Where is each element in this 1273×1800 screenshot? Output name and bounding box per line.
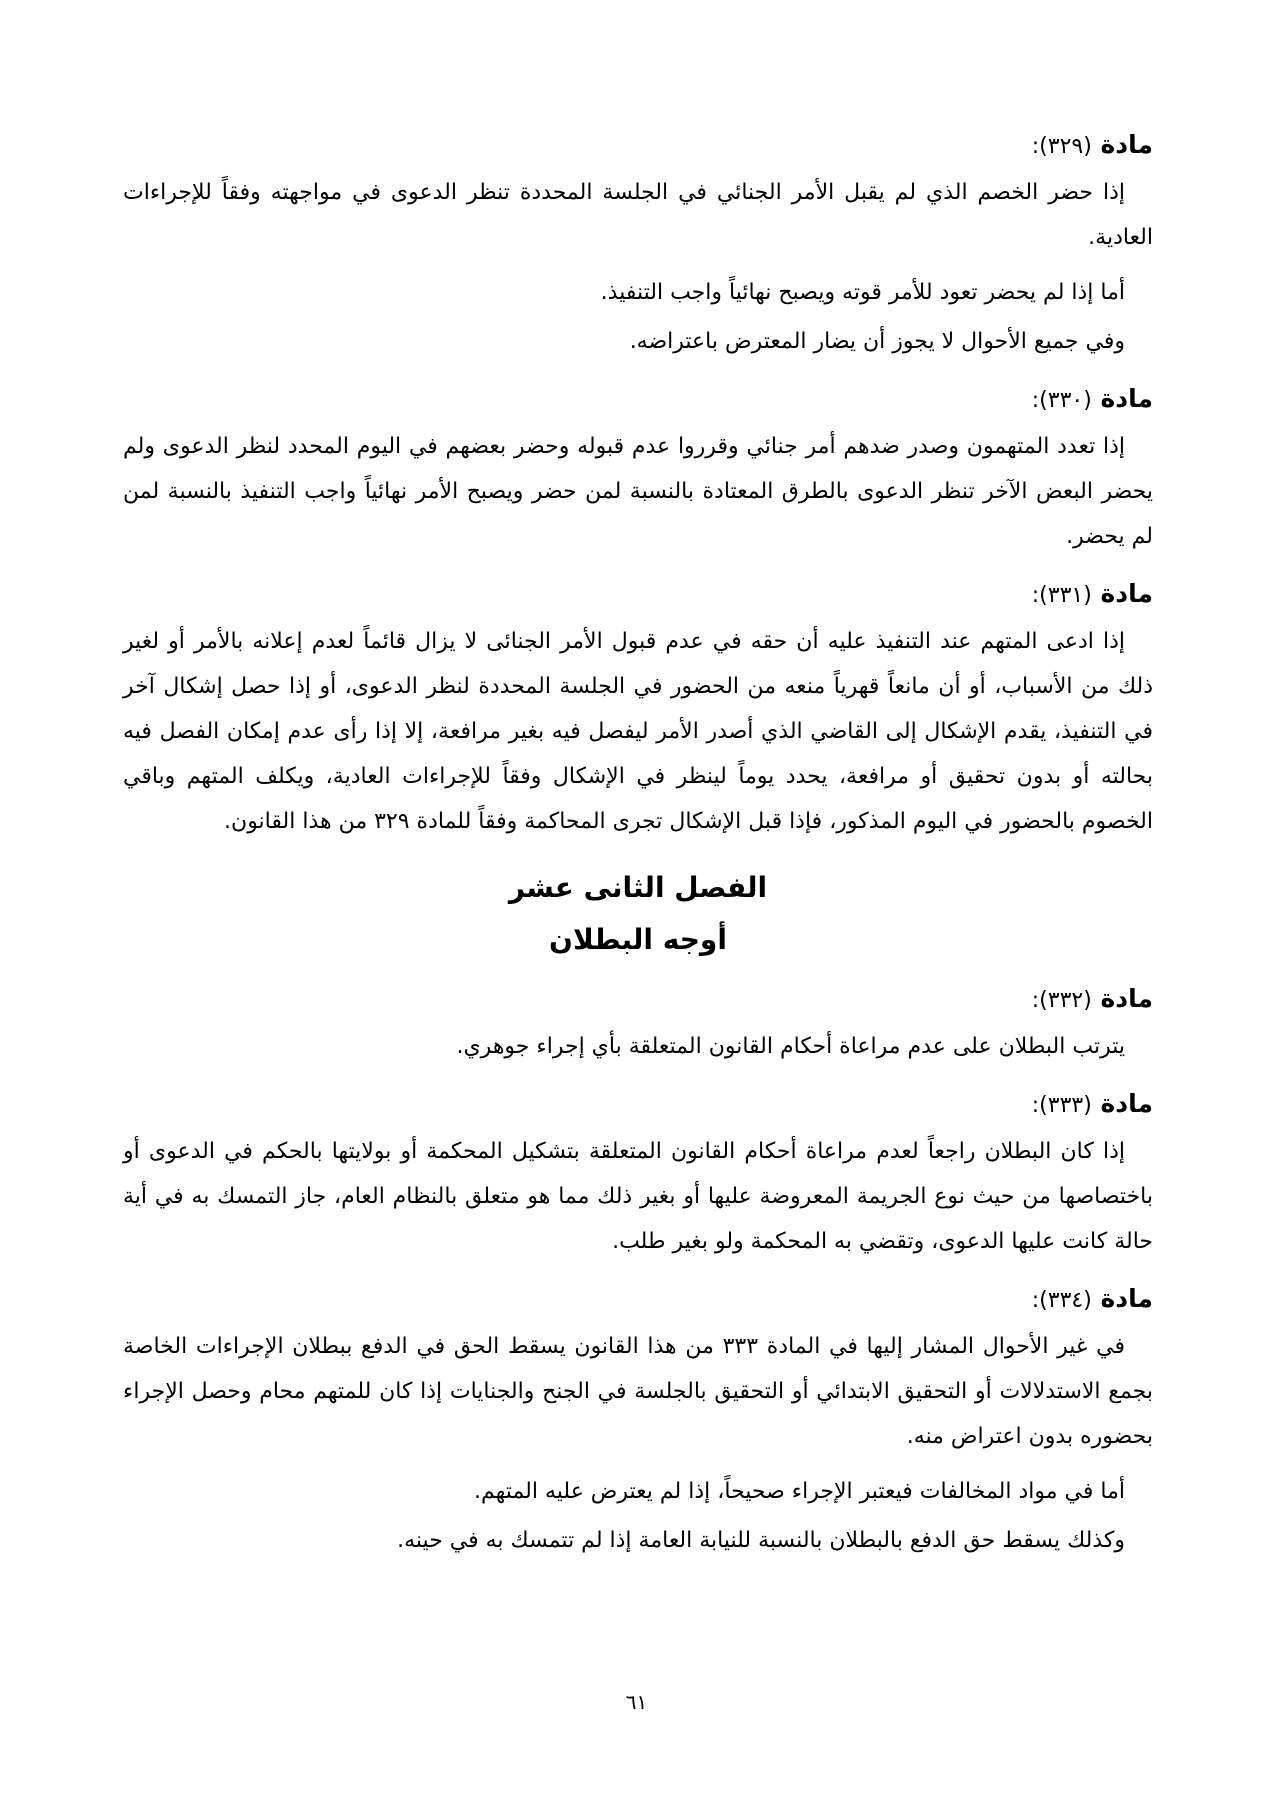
article-paragraph: إذا ادعى المتهم عند التنفيذ عليه أن حقه في عدم قبول الأمر الجنائى لا يزال قائماً لعدم إعلانه بالأمر أو لغير ذلك من الأسباب، أو أن مانعاً قهرياً منعه من الحضور في الجلسة المحددة لنظر الدعوى، أو إذا حصل إشكال آخر في التنفيذ، يقدم الإشكال إلى القاضي الذي أصدر الأمر ليفصل فيه بغير مرافعة، إلا إذا رأى عدم إمكان الفصل فيه بحالته أو بدون تحقيق أو مرافعة، يحدد يوماً لينظر في الإشكال وفقاً للإجراءات العادية، ويكلف المتهم وباقي الخصوم بالحضور في اليوم المذكور، فإذا قبل الإشكال تجرى المحاكمة وفقاً للمادة ٣٢٩ من هذا القانون. (123, 629, 1153, 834)
article-number: (٣٣٤): (1031, 1288, 1092, 1313)
article-number: (٣٣٣): (1031, 1093, 1092, 1118)
article-heading (123, 1087, 1153, 1123)
article-heading (123, 577, 1153, 613)
chapter-heading (123, 862, 1153, 966)
article-paragraph: أما في مواد المخالفات فيعتبر الإجراء صحيحاً، إذا لم يعترض عليه المتهم. (474, 1479, 1125, 1504)
article-heading (123, 382, 1153, 418)
article-332 (123, 982, 1153, 1069)
article-heading (123, 128, 1153, 164)
article-paragraph: إذا تعدد المتهمون وصدر ضدهم أمر جنائي وقرروا عدم قبوله وحضر بعضهم في اليوم المحدد لنظر الدعوى ولم يحضر البعض الآخر تنظر الدعوى بالطرق المعتادة بالنسبة لمن حضر ويصبح الأمر نهائياً واجب التنفيذ بالنسبة لمن لم يحضر. (123, 434, 1153, 549)
article-label: مادة (1100, 984, 1153, 1013)
article-label: مادة (1100, 579, 1153, 608)
article-label: مادة (1100, 1089, 1153, 1118)
article-paragraph: إذا حضر الخصم الذي لم يقبل الأمر الجنائي في الجلسة المحددة تنظر الدعوى في مواجهته وفقاً للإجراءات العادية. (123, 180, 1153, 250)
article-paragraph: إذا كان البطلان راجعاً لعدم مراعاة أحكام القانون المتعلقة بتشكيل المحكمة أو بولايتها بالحكم في الدعوى أو باختصاصها من حيث نوع الجريمة المعروضة عليها أو بغير ذلك مما هو متعلق بالنظام العام، جاز التمسك به في أية حالة كانت عليها الدعوى، وتقضي به المحكمة ولو بغير طلب. (123, 1139, 1153, 1254)
chapter-subtitle: أوجه البطلان (549, 923, 727, 956)
document-page (123, 128, 1153, 1581)
article-333 (123, 1087, 1153, 1264)
article-number: (٣٣٢): (1031, 988, 1092, 1013)
article-paragraph: أما إذا لم يحضر تعود للأمر قوته ويصبح نهائياً واجب التنفيذ. (600, 280, 1125, 305)
article-331 (123, 577, 1153, 844)
article-number: (٣٣١): (1031, 583, 1092, 608)
article-heading (123, 982, 1153, 1018)
article-label: مادة (1100, 130, 1153, 159)
article-label: مادة (1100, 1284, 1153, 1313)
article-329 (123, 128, 1153, 364)
article-number: (٣٢٩): (1031, 134, 1092, 159)
article-330 (123, 382, 1153, 559)
article-paragraph: وكذلك يسقط حق الدفع بالبطلان بالنسبة للنيابة العامة إذا لم تتمسك به في حينه. (397, 1528, 1125, 1553)
article-heading (123, 1282, 1153, 1318)
page-number: ٦١ (625, 1690, 648, 1714)
chapter-title: الفصل الثانى عشر (508, 871, 768, 904)
article-number: (٣٣٠): (1031, 388, 1092, 413)
article-paragraph: وفي جميع الأحوال لا يجوز أن يضار المعترض باعتراضه. (629, 329, 1125, 354)
article-334 (123, 1282, 1153, 1563)
article-label: مادة (1100, 384, 1153, 413)
article-paragraph: في غير الأحوال المشار إليها في المادة ٣٣٣ من هذا القانون يسقط الحق في الدفع ببطلان الإجراءات الخاصة بجمع الاستدلالات أو التحقيق الابتدائي أو التحقيق بالجلسة في الجنح والجنايات إذا كان للمتهم محام وحصل الإجراء بحضوره بدون اعتراض منه. (123, 1334, 1153, 1449)
article-paragraph: يترتب البطلان على عدم مراعاة أحكام القانون المتعلقة بأي إجراء جوهري. (456, 1034, 1125, 1059)
